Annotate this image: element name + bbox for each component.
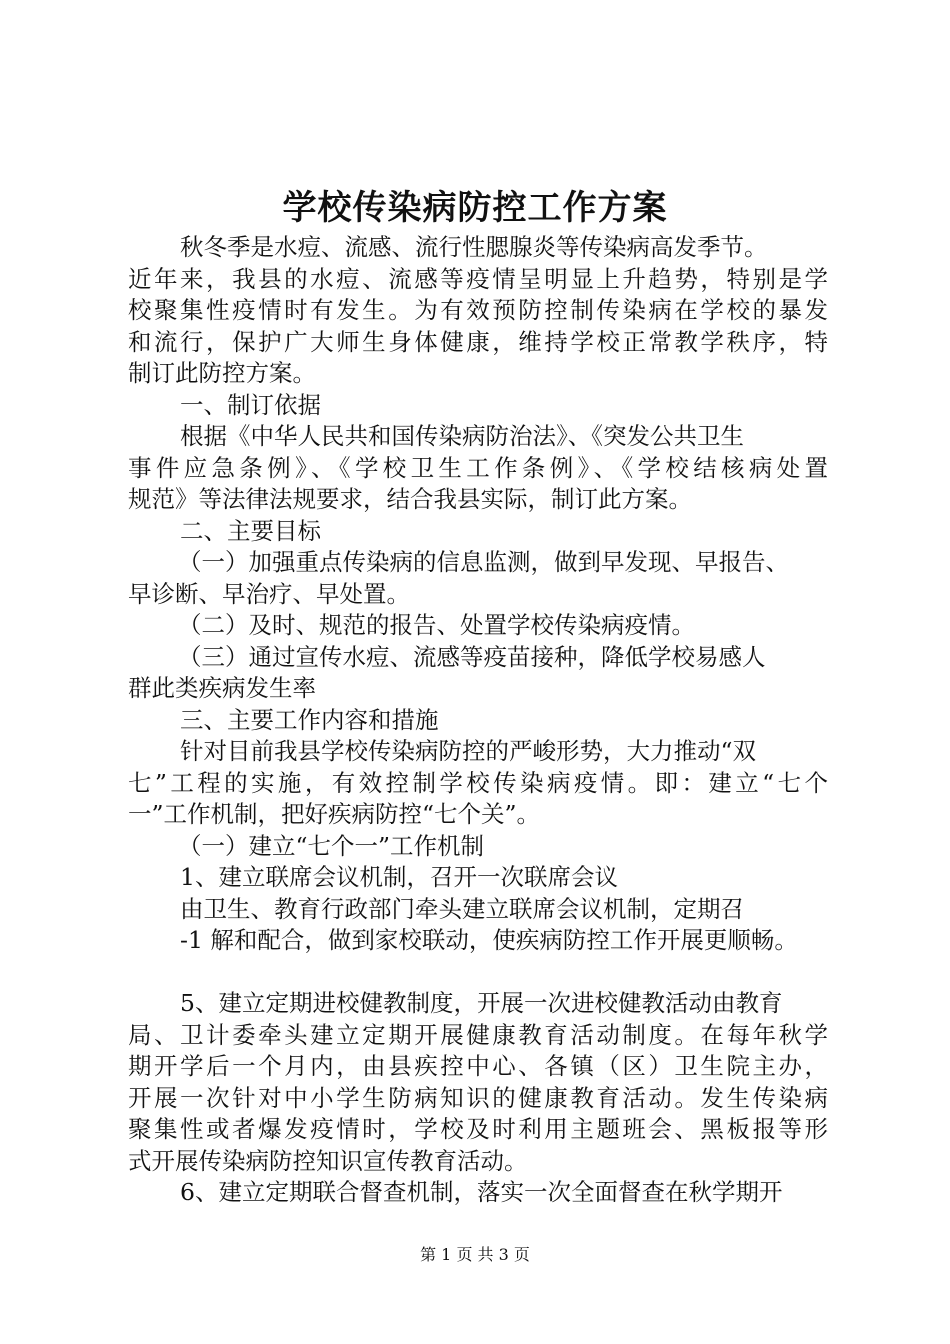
- paragraph-line: 根据《中华人民共和国传染病防治法》、《突发公共卫生: [180, 422, 744, 450]
- section-heading: 二、主要目标: [180, 516, 321, 545]
- section-heading: 三、主要工作内容和措施: [180, 705, 439, 734]
- paragraph-line: 聚集性或者爆发疫情时，学校及时利用主题班会、黑板报等形: [128, 1115, 828, 1143]
- page-number: 第 1 页 共 3 页: [420, 1245, 530, 1264]
- paragraph-line: 开展一次针对中小学生防病知识的健康教育活动。发生传染病: [128, 1083, 828, 1112]
- paragraph-line: 一”工作机制，把好疾病防控“七个关”。: [128, 800, 541, 828]
- paragraph-line: 七”工程的实施，有效控制学校传染病疫情。即：建立“七个: [128, 768, 828, 797]
- paragraph-line: 局、卫计委牵头建立定期开展健康教育活动制度。在每年秋学: [128, 1020, 828, 1049]
- paragraph-line: 和流行，保护广大师生身体健康，维持学校正常教学秩序，特: [128, 327, 828, 356]
- paragraph-line: 校聚集性疫情时有发生。为有效预防控制传染病在学校的暴发: [128, 296, 828, 324]
- paragraph-line: -1 解和配合，做到家校联动，使疾病防控工作开展更顺畅。: [180, 926, 798, 954]
- paragraph-line: 近年来，我县的水痘、流感等疫情呈明显上升趋势，特别是学: [128, 264, 828, 293]
- paragraph-line: 制订此防控方案。: [128, 359, 316, 387]
- paragraph-line: 1、建立联席会议机制，召开一次联席会议: [180, 863, 618, 891]
- paragraph-line: 规范》等法律法规要求，结合我县实际，制订此方案。: [128, 485, 692, 513]
- paragraph-line: 群此类疾病发生率: [128, 674, 316, 702]
- paragraph-line: 式开展传染病防控知识宣传教育活动。: [128, 1146, 528, 1175]
- paragraph-line: （三）通过宣传水痘、流感等疫苗接种，降低学校易感人: [178, 642, 766, 671]
- section-heading: 一、制订依据: [180, 390, 321, 419]
- paragraph-line: （一）加强重点传染病的信息监测，做到早发现、早报告、: [178, 548, 789, 576]
- paragraph-line: 秋冬季是水痘、流感、流行性腮腺炎等传染病高发季节。: [180, 233, 768, 261]
- paragraph-line: 期开学后一个月内，由县疾控中心、各镇（区）卫生院主办，: [128, 1052, 828, 1080]
- blank-line: [128, 957, 828, 989]
- paragraph-line: 早诊断、早治疗、早处置。: [128, 579, 410, 608]
- document-title: 学校传染病防控工作方案: [282, 188, 668, 228]
- paragraph-line: 针对目前我县学校传染病防控的严峻形势，大力推动“双: [180, 737, 757, 765]
- subsection-heading: （一）建立“七个一”工作机制: [178, 831, 485, 860]
- paragraph-line: 由卫生、教育行政部门牵头建立联席会议机制，定期召: [180, 894, 744, 923]
- paragraph-line: 5、建立定期进校健教制度，开展一次进校健教活动由教育: [180, 989, 783, 1017]
- paragraph-line: 事件应急条例》、《学校卫生工作条例》、《学校结核病处置: [128, 453, 828, 482]
- paragraph-line: 6、建立定期联合督查机制，落实一次全面督查在秋学期开: [180, 1178, 783, 1206]
- paragraph-line: （二）及时、规范的报告、处置学校传染病疫情。: [178, 611, 695, 639]
- document-body: [128, 232, 828, 1209]
